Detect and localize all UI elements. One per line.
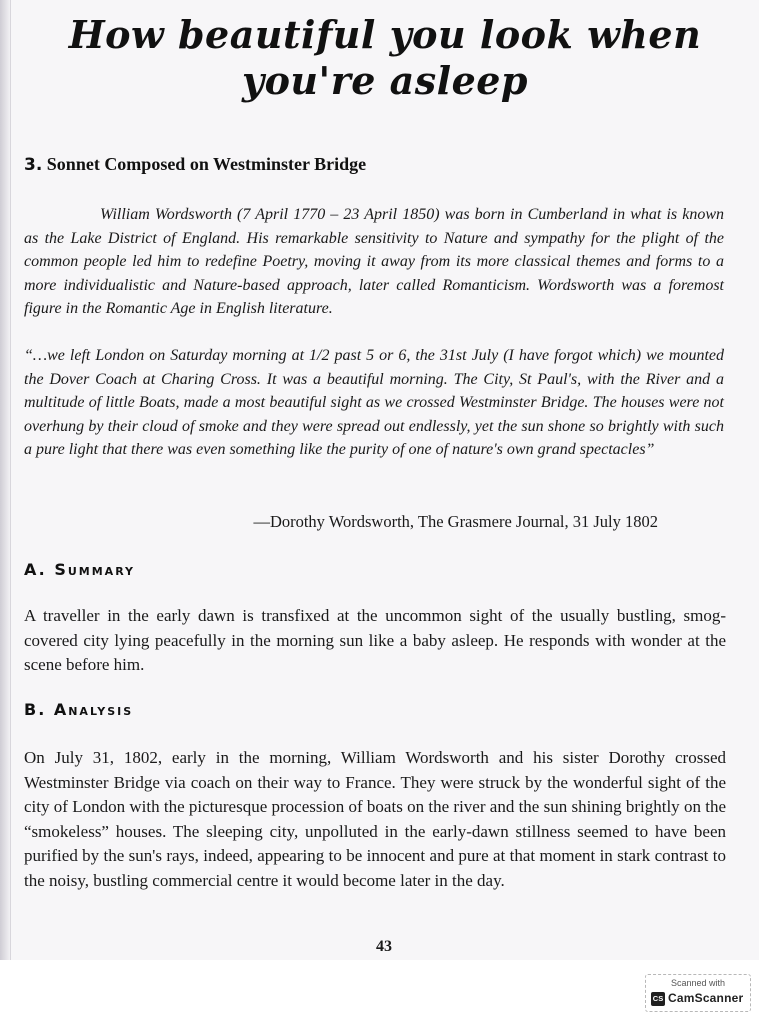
page-number: 43 <box>376 938 392 955</box>
quote-attribution: —Dorothy Wordsworth, The Grasmere Journal, 31 July 1802 <box>253 512 658 531</box>
summary-text: A traveller in the early dawn is transfixed at the uncommon sight of the usually bustling, smog-covered city lying peacefully in the morning sun like a baby asleep. He responds with wonder at the scene before him. <box>24 606 726 674</box>
chapter-title <box>40 12 730 104</box>
chapter-title-line-1: How beautiful you look when <box>68 12 702 57</box>
section-poem-title: Sonnet Composed on Westminster Bridge <box>46 154 367 174</box>
author-biography: William Wordsworth (7 April 1770 – 23 April 1850) was born in Cumberland in what is known as the Lake District of England. His remarkable sensitivity to Nature and sympathy for the plight of the common people led him to redefine Poetry, moving it away from its more classical themes and forms to a more individualistic and Nature-based approach, later called Romanticism. Wordsworth was a foremost figure in the Romantic Age in English literature. <box>24 206 724 317</box>
binding-shadow <box>0 0 10 960</box>
summary-heading: A. Summary <box>24 560 136 579</box>
chapter-title-line-2: you're asleep <box>242 58 528 103</box>
section-number: 3. <box>24 155 43 175</box>
poem-section-title <box>24 154 366 175</box>
analysis-heading: B. Analysis <box>24 700 134 719</box>
camscanner-watermark <box>645 974 751 1012</box>
camscanner-logo-icon: CS <box>651 992 665 1006</box>
scanned-with-label: Scanned with <box>670 978 726 988</box>
analysis-text: On July 31, 1802, early in the morning, William Wordsworth and his sister Dorothy crossed Westminster Bridge via coach on their way to France. They were struck by the wonderful sight of the city of London with the picturesque procession of boats on the river and the sun shining brightly on the “smokeless” houses. The sleeping city, unpolluted in the early-dawn stillness seemed to have been purified by the sun's rays, indeed, appearing to be innocent and pure at that moment in stark contrast to the noisy, bustling commercial centre it would become later in the day. <box>24 748 726 890</box>
journal-quote: “…we left London on Saturday morning at 1/2 past 5 or 6, the 31st July (I have forgot which) we mounted the Dover Coach at Charing Cross. It was a beautiful morning. The City, St Paul's, with the River and a multitude of little Boats, made a most beautiful sight as we crossed Westminster Bridge. The houses were not overhung by their cloud of smoke and they were spread out endlessly, yet the sun shone so brightly with such a pure light that there was even something like the purity of one of nature's own grand spectacles” <box>24 347 724 458</box>
camscanner-brand: CamScanner <box>668 991 744 1005</box>
